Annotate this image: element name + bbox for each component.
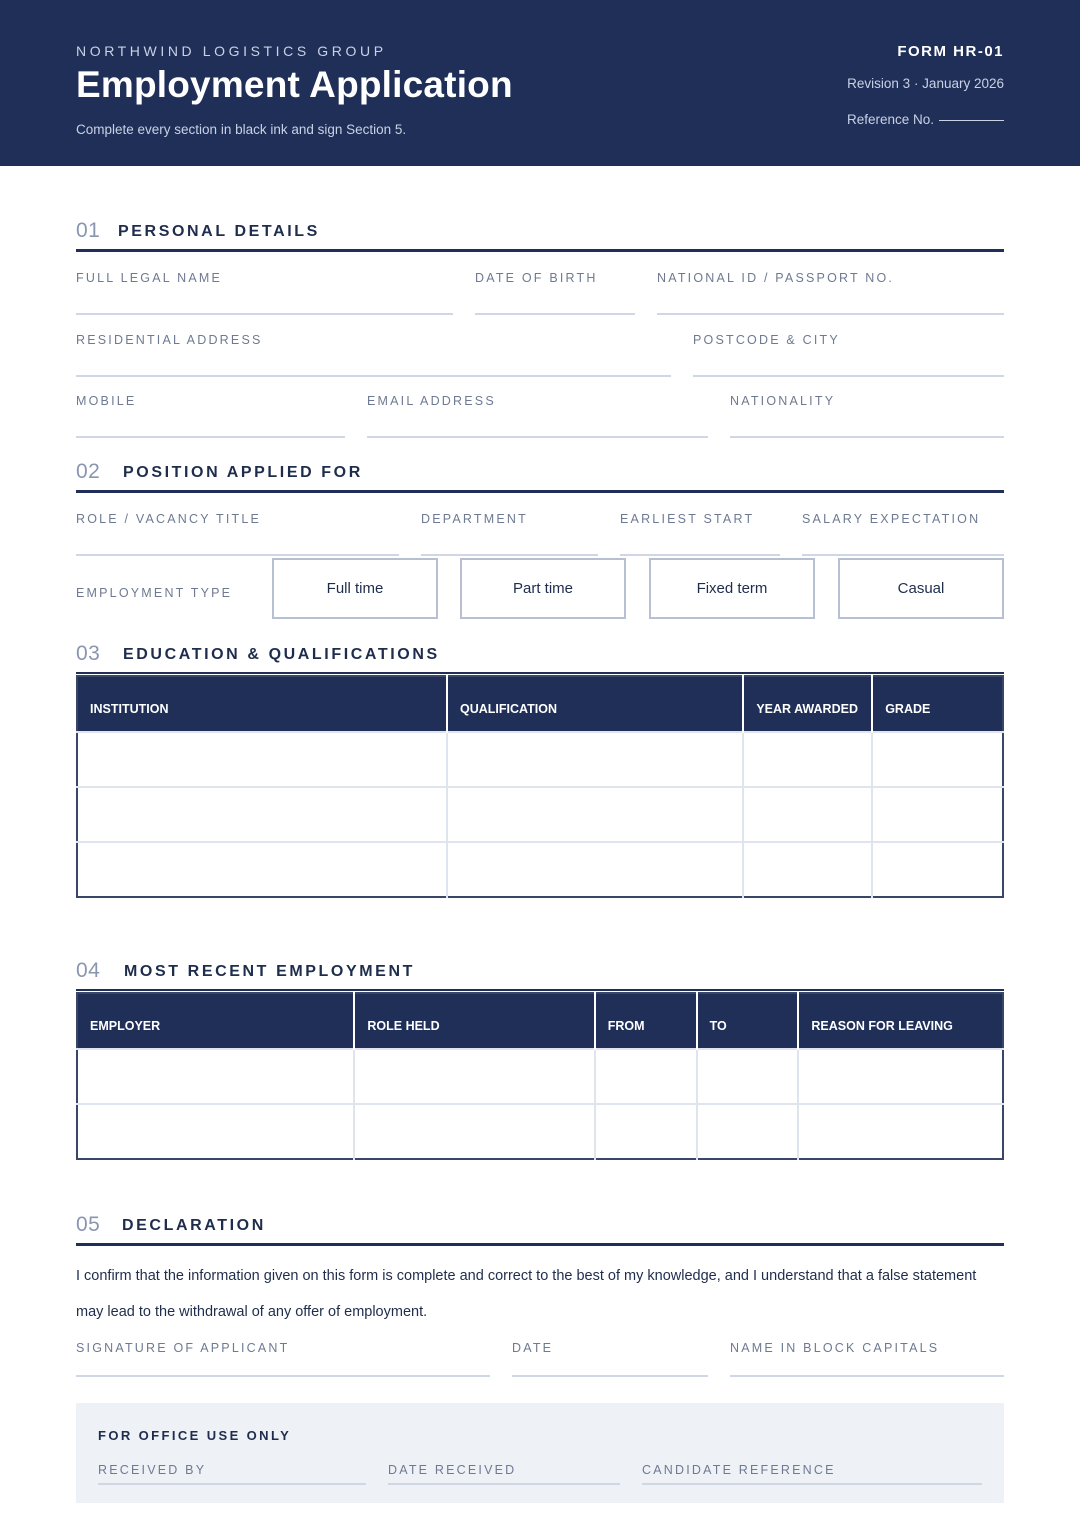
declaration-text: I confirm that the information given on this form is complete and correct to the best of my knowledge, and I understand that a false statement may lead to the withdrawal of any offer of employment.: [76, 1268, 977, 1320]
employment-type-casual[interactable]: Casual: [838, 558, 1004, 619]
form-title: Employment Application: [76, 64, 513, 105]
field-label: FULL LEGAL NAME: [76, 271, 223, 285]
column-header: QUALIFICATION: [447, 676, 743, 732]
field-label: POSTCODE & CITY: [693, 333, 840, 347]
table-cell[interactable]: [872, 787, 1003, 842]
table-cell[interactable]: [77, 842, 447, 897]
table-cell[interactable]: [595, 1104, 697, 1159]
employment-type-part-time[interactable]: Part time: [460, 558, 626, 619]
table-cell[interactable]: [447, 842, 743, 897]
table-row: [77, 732, 1003, 787]
column-header: FROM: [595, 993, 697, 1049]
field-label: DATE OF BIRTH: [475, 271, 598, 285]
residential-address-field[interactable]: [76, 333, 671, 377]
mobile-field[interactable]: [76, 394, 345, 438]
section-number: 05: [76, 1213, 101, 1236]
employment-type-full-time[interactable]: Full time: [272, 558, 438, 619]
field-label: DATE RECEIVED: [388, 1463, 517, 1477]
reference-number-line: [939, 120, 1004, 121]
section-education: [76, 642, 1004, 672]
table-cell[interactable]: [77, 787, 447, 842]
table-cell[interactable]: [77, 732, 447, 787]
column-header: GRADE: [872, 676, 1003, 732]
table-row: [77, 842, 1003, 897]
nationality-field[interactable]: [730, 394, 1004, 438]
section-title: POSITION APPLIED FOR: [123, 464, 363, 481]
field-label: NATIONALITY: [730, 394, 836, 408]
earliest-start-field[interactable]: [620, 512, 780, 556]
field-label: RESIDENTIAL ADDRESS: [76, 333, 263, 347]
table-cell[interactable]: [697, 1049, 799, 1104]
field-label: EMAIL ADDRESS: [367, 394, 496, 408]
declaration-date-field[interactable]: [512, 1341, 708, 1377]
table-cell[interactable]: [77, 1104, 354, 1159]
office-use-title: FOR OFFICE USE ONLY: [98, 1428, 292, 1443]
field-label: ROLE / VACANCY TITLE: [76, 512, 262, 526]
field-label: NATIONAL ID / PASSPORT NO.: [657, 271, 895, 285]
reference-number-label: Reference No.: [846, 112, 934, 127]
section-recent-employment: [76, 959, 1004, 989]
table-cell[interactable]: [354, 1049, 594, 1104]
role-vacancy-field[interactable]: [76, 512, 399, 556]
employment-table: [76, 992, 1004, 1160]
national-id-field[interactable]: [657, 271, 1004, 315]
email-field[interactable]: [367, 394, 708, 438]
form-header: [0, 0, 1080, 166]
section-personal-details: [76, 219, 1004, 252]
signature-field[interactable]: [76, 1341, 490, 1377]
column-header: EMPLOYER: [77, 993, 354, 1049]
education-table-rule: [76, 672, 1004, 674]
section-number: 03: [76, 642, 101, 665]
table-cell[interactable]: [798, 1049, 1003, 1104]
block-capitals-name-field[interactable]: [730, 1341, 1004, 1377]
field-label: CANDIDATE REFERENCE: [642, 1463, 836, 1477]
table-cell[interactable]: [743, 732, 872, 787]
employment-type-fixed-term[interactable]: Fixed term: [649, 558, 815, 619]
column-header: TO: [697, 993, 799, 1049]
employment-table-rule: [76, 989, 1004, 991]
section-number: 01: [76, 219, 101, 242]
date-received-field[interactable]: [388, 1463, 620, 1485]
postcode-city-field[interactable]: [693, 333, 1004, 377]
table-row: [77, 787, 1003, 842]
table-cell[interactable]: [697, 1104, 799, 1159]
reference-number-field[interactable]: [847, 112, 1004, 127]
table-cell[interactable]: [595, 1049, 697, 1104]
column-header: ROLE HELD: [354, 993, 594, 1049]
table-header-row: [77, 993, 1003, 1049]
full-name-field[interactable]: [76, 271, 453, 315]
candidate-reference-field[interactable]: [642, 1463, 982, 1485]
table-cell[interactable]: [447, 732, 743, 787]
department-field[interactable]: [421, 512, 598, 556]
table-row: [77, 1104, 1003, 1159]
form-instructions: Complete every section in black ink and sign Section 5.: [76, 122, 407, 137]
education-table: [76, 675, 1004, 898]
form-revision: Revision 3 · January 2026: [847, 76, 1004, 91]
section-title: PERSONAL DETAILS: [118, 223, 320, 240]
table-cell[interactable]: [798, 1104, 1003, 1159]
column-header: INSTITUTION: [77, 676, 447, 732]
column-header: REASON FOR LEAVING: [798, 993, 1003, 1049]
field-label: MOBILE: [76, 394, 137, 408]
section-declaration: [76, 1213, 1004, 1246]
date-of-birth-field[interactable]: [475, 271, 635, 315]
office-use-panel: [76, 1403, 1004, 1503]
table-cell[interactable]: [77, 1049, 354, 1104]
field-label: DATE: [512, 1341, 554, 1355]
column-header: YEAR AWARDED: [743, 676, 872, 732]
section-title: DECLARATION: [122, 1217, 266, 1234]
organization-name: NORTHWIND LOGISTICS GROUP: [76, 43, 387, 59]
form-code: FORM HR-01: [897, 43, 1004, 60]
table-cell[interactable]: [872, 732, 1003, 787]
salary-expectation-field[interactable]: [802, 512, 1004, 556]
field-label: SIGNATURE OF APPLICANT: [76, 1341, 290, 1355]
table-row: [77, 1049, 1003, 1104]
section-position-applied-for: [76, 460, 1004, 493]
field-label: SALARY EXPECTATION: [802, 512, 981, 526]
field-label: DEPARTMENT: [421, 512, 528, 526]
table-cell[interactable]: [743, 842, 872, 897]
field-label: RECEIVED BY: [98, 1463, 207, 1477]
section-title: EDUCATION & QUALIFICATIONS: [123, 646, 440, 663]
table-cell[interactable]: [872, 842, 1003, 897]
section-title: MOST RECENT EMPLOYMENT: [124, 963, 415, 980]
field-label: NAME IN BLOCK CAPITALS: [730, 1341, 940, 1355]
table-header-row: [77, 676, 1003, 732]
table-cell[interactable]: [354, 1104, 594, 1159]
section-number: 04: [76, 959, 101, 982]
table-cell[interactable]: [743, 787, 872, 842]
section-number: 02: [76, 460, 101, 483]
received-by-field[interactable]: [98, 1463, 366, 1485]
employment-type-label: EMPLOYMENT TYPE: [76, 586, 233, 600]
field-label: EARLIEST START: [620, 512, 755, 526]
table-cell[interactable]: [447, 787, 743, 842]
